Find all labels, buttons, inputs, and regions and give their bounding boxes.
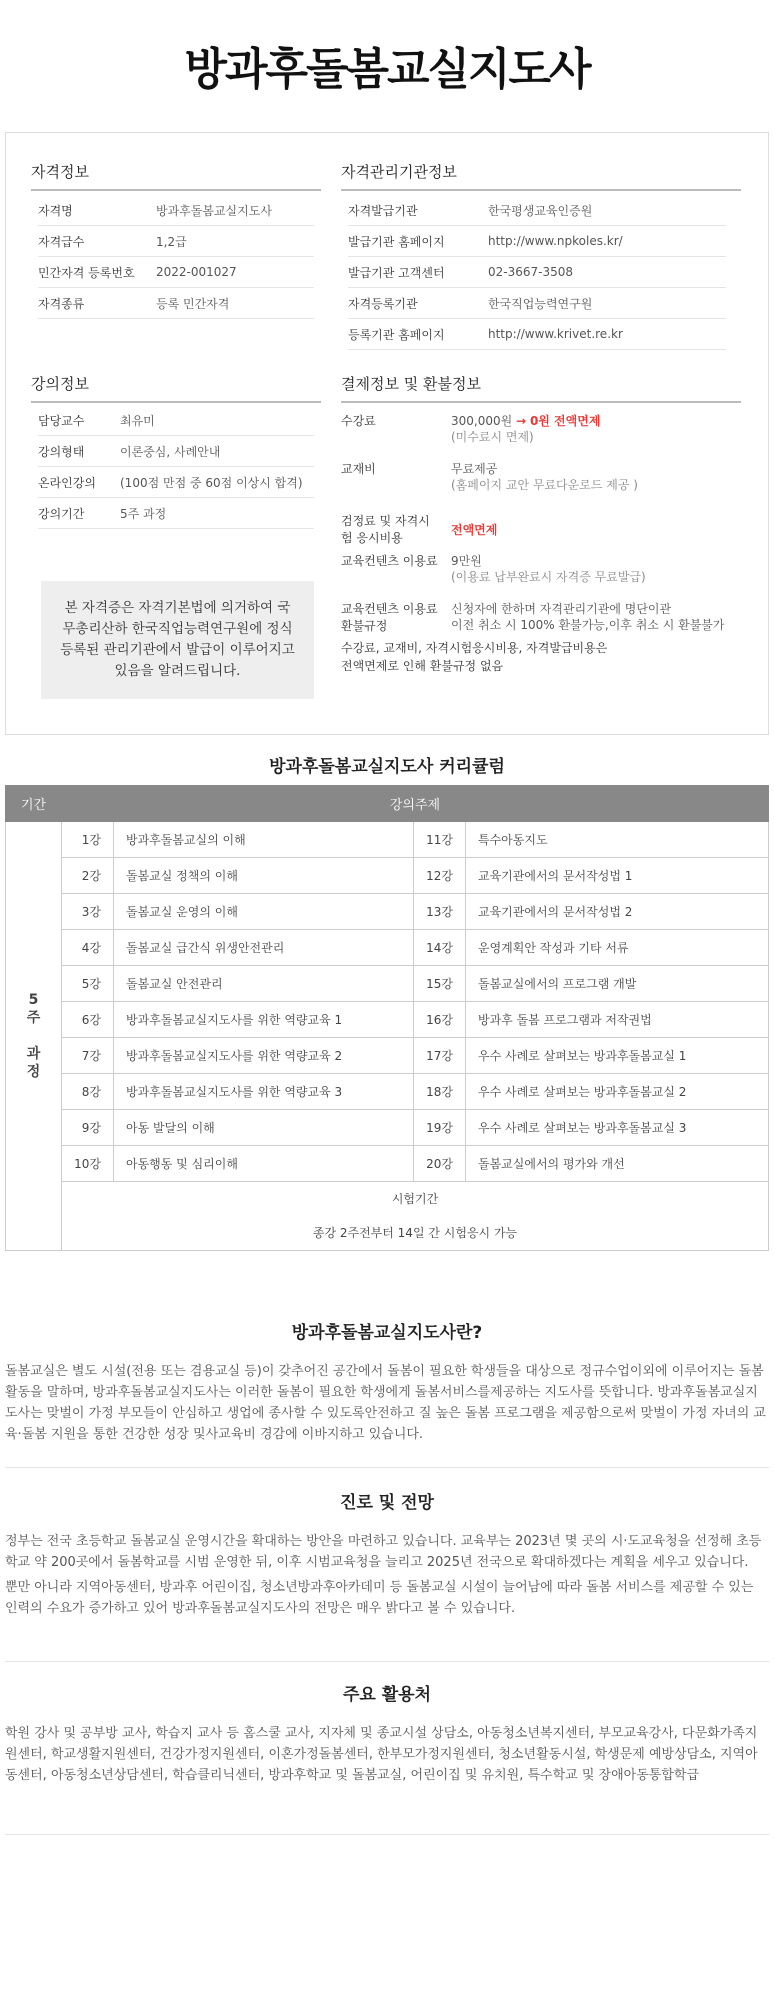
refund-footer-line-1: 수강료, 교재비, 자격시험응시비용, 자격발급비용은	[341, 641, 608, 655]
cert-info-key: 자격종류	[38, 296, 85, 311]
refund-value-1: 신청자에 한하며 자격관리기관에 명단이관	[451, 602, 672, 616]
lesson-topic: 돌봄교실 운영의 이해	[114, 894, 414, 930]
about-body: 돌봄교실은 별도 시설(전용 또는 겸용교실 등)이 갖추어진 공간에서 돌봄이 필요한 학생들을 대상으로 정규수업이외에 이루어지는 돌봄활동을 말하며, 방과후돌봄교실지도사는 이러한 돌봄이 필요한 학생에게 돌봄서비스를제공하는 지도사를 뜻합니다. 방과후돌봄교실지도사는 맞벌이 가정 부모들이 안심하고 생업에 종사할 수 있도록안전하고 질 높은 돌봄 프로그램을 제공함으로써 맞벌이 가정 자녀의 교육·돌봄 지원을 통한 건강한 성장 및사교육비 경감에 이바지하고 있습니다.	[5, 1364, 766, 1442]
usage-title: 주요 활용처	[342, 1685, 432, 1705]
curriculum-title: 방과후돌봄교실지도사 커리큘럼	[269, 757, 505, 777]
lecture-info-key: 담당교수	[38, 413, 85, 428]
lesson-number: 1강	[62, 822, 114, 858]
agency-info-key: 자격발급기관	[348, 203, 418, 218]
material-key: 교재비	[341, 462, 376, 476]
lesson-number: 14강	[414, 930, 466, 966]
col-period-header: 기간	[6, 786, 62, 822]
period-number: 5	[28, 992, 39, 1008]
lecture-info-value: 최유미	[120, 413, 155, 428]
usage-body: 학원 강사 및 공부방 교사, 학습지 교사 등 홈스쿨 교사, 지자체 및 종교시설 상담소, 아동청소년복지센터, 부모교육강사, 다문화가족지원센터, 학교생활지원센터, 건강가정지원센터, 이혼가정돌봄센터, 한부모가정지원센터, 청소년활동시설, 학생문제 예방상담소, 지역아동센터, 아동청소년상담센터, 학습클리닉센터, 방과후학교 및 돌봄교실, 어린이집 및 유치원, 특수학교 및 장애아동통합학급	[5, 1726, 758, 1783]
lesson-topic: 돌봄교실 안전관리	[114, 966, 414, 1002]
refund-value-2: 이전 취소 시 100% 환불가능,이후 취소 시 환불불가	[451, 618, 725, 632]
cert-info-value: 2022-001027	[156, 265, 237, 279]
lesson-number: 8강	[62, 1074, 114, 1110]
period-word-2: 정	[26, 1064, 41, 1080]
agency-info-row	[348, 195, 726, 226]
agency-homepage-link[interactable]: http://www.npkoles.kr/	[488, 234, 623, 248]
exam-period-desc: 종강 2주전부터 14일 간 시험응시 가능	[312, 1226, 518, 1240]
fee-original: 300,000원	[451, 414, 513, 428]
career-section	[5, 1488, 769, 1619]
cert-info-value: 등록 민간자격	[156, 296, 230, 311]
agency-info-value: 02-3667-3508	[488, 265, 574, 279]
lesson-topic: 우수 사례로 살펴보는 방과후돌봄교실 3	[466, 1110, 769, 1146]
agency-info-row	[348, 319, 726, 350]
cert-info-value: 1,2급	[156, 234, 187, 249]
material-row	[341, 461, 741, 507]
table-row	[6, 1002, 769, 1038]
lesson-number: 5강	[62, 966, 114, 1002]
lesson-number: 4강	[62, 930, 114, 966]
fee-note: (미수료시 면제)	[451, 430, 534, 444]
agency-info-title: 자격관리기관정보	[341, 161, 741, 191]
table-row	[6, 930, 769, 966]
lesson-number: 2강	[62, 858, 114, 894]
cert-info-value: 방과후돌봄교실지도사	[156, 203, 272, 218]
lecture-info-row	[38, 467, 314, 498]
agency-info-key: 발급기관 고객센터	[348, 265, 445, 280]
curriculum-table	[5, 785, 769, 1251]
lesson-topic: 방과후돌봄교실지도사를 위한 역량교육 3	[114, 1074, 414, 1110]
lesson-topic: 돌봄교실에서의 평가와 개선	[466, 1146, 769, 1182]
info-box	[5, 132, 769, 735]
material-note: (홈페이지 교안 무료다운로드 제공 )	[451, 478, 638, 492]
lesson-topic: 돌봄교실에서의 프로그램 개발	[466, 966, 769, 1002]
refund-footer	[341, 639, 741, 675]
lesson-number: 9강	[62, 1110, 114, 1146]
lecture-info-row	[38, 436, 314, 467]
lesson-number: 6강	[62, 1002, 114, 1038]
lecture-info-key: 강의기간	[38, 506, 85, 521]
lecture-info-key: 온라인강의	[38, 475, 96, 490]
lesson-topic: 우수 사례로 살펴보는 방과후돌봄교실 2	[466, 1074, 769, 1110]
period-unit: 주	[26, 1010, 41, 1026]
lecture-info-title: 강의정보	[31, 373, 321, 403]
cert-info-title: 자격정보	[31, 161, 321, 191]
lesson-number: 7강	[62, 1038, 114, 1074]
lesson-topic: 돌봄교실 급간식 위생안전관리	[114, 930, 414, 966]
lesson-number: 16강	[414, 1002, 466, 1038]
exam-row	[6, 1182, 769, 1251]
exam-period-cell	[62, 1182, 769, 1251]
cert-info-row	[38, 257, 314, 288]
cert-info-row	[38, 195, 314, 226]
registry-homepage-link[interactable]: http://www.krivet.re.kr	[488, 327, 623, 341]
lesson-number: 11강	[414, 822, 466, 858]
material-value: 무료제공	[451, 462, 498, 476]
lesson-topic: 방과후 돌봄 프로그램과 저작권법	[466, 1002, 769, 1038]
lesson-number: 17강	[414, 1038, 466, 1074]
career-body-2: 뿐만 아니라 지역아동센터, 방과후 어린이집, 청소년방과후아카데미 등 돌봄교실 시설이 늘어남에 따라 돌봄 서비스를 제공할 수 있는 인력의 수요가 증가하고 있어 방과후돌봄교실지도사의 전망은 매우 밝다고 볼 수 있습니다.	[5, 1580, 754, 1616]
lesson-topic: 방과후돌봄교실의 이해	[114, 822, 414, 858]
lecture-info-row	[38, 498, 314, 529]
cert-info-row	[38, 226, 314, 257]
agency-info-row	[348, 257, 726, 288]
col-topic-header: 강의주제	[62, 786, 769, 822]
section-divider	[5, 1467, 769, 1468]
lecture-info-value: (100점 만점 중 60점 이상시 합격)	[120, 475, 303, 490]
refund-row	[341, 601, 741, 639]
lecture-info-value: 이론중심, 사례안내	[120, 444, 221, 459]
lesson-number: 15강	[414, 966, 466, 1002]
table-row	[6, 894, 769, 930]
career-title: 진로 및 전망	[340, 1493, 434, 1513]
payment-info	[341, 413, 741, 675]
about-title: 방과후돌봄교실지도사란?	[291, 1323, 483, 1343]
agency-info-row	[348, 288, 726, 319]
certification-notice: 본 자격증은 자격기본법에 의거하여 국무총리산하 한국직업능력연구원에 정식 등록된 관리기관에서 발급이 이루어지고 있음을 알려드립니다.	[41, 581, 314, 699]
agency-info-key: 등록기관 홈페이지	[348, 327, 445, 342]
lesson-topic: 교육기관에서의 문서작성법 2	[466, 894, 769, 930]
fee-waived: 0원 전액면제	[529, 414, 601, 428]
lesson-number: 19강	[414, 1110, 466, 1146]
lesson-number: 10강	[62, 1146, 114, 1182]
cert-info-table	[38, 195, 314, 319]
table-row	[6, 1038, 769, 1074]
lesson-topic: 방과후돌봄교실지도사를 위한 역량교육 2	[114, 1038, 414, 1074]
about-section	[5, 1318, 769, 1445]
cert-info-row	[38, 288, 314, 319]
content-fee-key: 교육컨텐츠 이용료	[341, 554, 438, 568]
usage-section	[5, 1680, 769, 1786]
lesson-topic: 교육기관에서의 문서작성법 1	[466, 858, 769, 894]
career-body-1: 정부는 전국 초등학교 돌봄교실 운영시간을 확대하는 방안을 마련하고 있습니다. 교육부는 2023년 몇 곳의 시·도교육청을 선정해 초등학교 약 200곳에서 돌봄학교를 시범 운영한 뒤, 이후 시범교육청을 늘리고 2025년 전국으로 확대하겠다는 계획을 세우고 있습니다.	[5, 1534, 762, 1570]
lecture-info-key: 강의형태	[38, 444, 85, 459]
period-cell	[6, 822, 62, 1251]
content-fee-row	[341, 553, 741, 601]
lesson-topic: 우수 사례로 살펴보는 방과후돌봄교실 1	[466, 1038, 769, 1074]
period-word-1: 과	[26, 1046, 41, 1062]
lesson-topic: 특수아동지도	[466, 822, 769, 858]
lesson-number: 20강	[414, 1146, 466, 1182]
refund-footer-line-2: 전액면제로 인해 환불규정 없음	[341, 659, 504, 673]
lesson-number: 12강	[414, 858, 466, 894]
exam-period-title: 시험기간	[391, 1192, 439, 1206]
lesson-number: 3강	[62, 894, 114, 930]
table-row	[6, 1110, 769, 1146]
payment-info-title: 결제정보 및 환불정보	[341, 373, 741, 403]
lesson-topic: 운영계획안 작성과 기타 서류	[466, 930, 769, 966]
exam-fee-row	[341, 507, 741, 553]
lesson-topic: 방과후돌봄교실지도사를 위한 역량교육 1	[114, 1002, 414, 1038]
lecture-info-row	[38, 405, 314, 436]
lesson-number: 13강	[414, 894, 466, 930]
page-title: 방과후돌봄교실지도사	[184, 44, 590, 95]
agency-info-key: 자격등록기관	[348, 296, 418, 311]
agency-info-value: 한국평생교육인증원	[488, 203, 593, 218]
lesson-topic: 돌봄교실 정책의 이해	[114, 858, 414, 894]
agency-info-table	[348, 195, 726, 350]
section-divider	[5, 1661, 769, 1662]
refund-key: 교육컨텐츠 이용료 환불규정	[341, 602, 438, 633]
cert-info-key: 민간자격 등록번호	[38, 265, 135, 280]
content-fee-note: (이용료 납부완료시 자격증 무료발급)	[451, 570, 646, 584]
table-row	[6, 822, 769, 858]
section-divider	[5, 1834, 769, 1835]
lesson-number: 18강	[414, 1074, 466, 1110]
agency-info-key: 발급기관 홈페이지	[348, 234, 445, 249]
agency-info-value: 한국직업능력연구원	[488, 296, 593, 311]
fee-row	[341, 413, 741, 461]
lecture-info-value: 5주 과정	[120, 506, 167, 521]
lesson-topic: 아동 발달의 이해	[114, 1110, 414, 1146]
agency-info-row	[348, 226, 726, 257]
exam-fee-key: 검정료 및 자격시험 응시비용	[341, 514, 430, 545]
lesson-topic: 아동행동 및 심리이해	[114, 1146, 414, 1182]
fee-key: 수강료	[341, 414, 376, 428]
content-fee-value: 9만원	[451, 554, 482, 568]
exam-fee-value: 전액면제	[451, 523, 498, 537]
cert-info-key: 자격명	[38, 203, 73, 218]
table-row	[6, 1146, 769, 1182]
table-row	[6, 966, 769, 1002]
fee-arrow: →	[516, 414, 527, 428]
table-row	[6, 1074, 769, 1110]
lecture-info-table	[38, 405, 314, 529]
cert-info-key: 자격급수	[38, 234, 85, 249]
table-row	[6, 858, 769, 894]
